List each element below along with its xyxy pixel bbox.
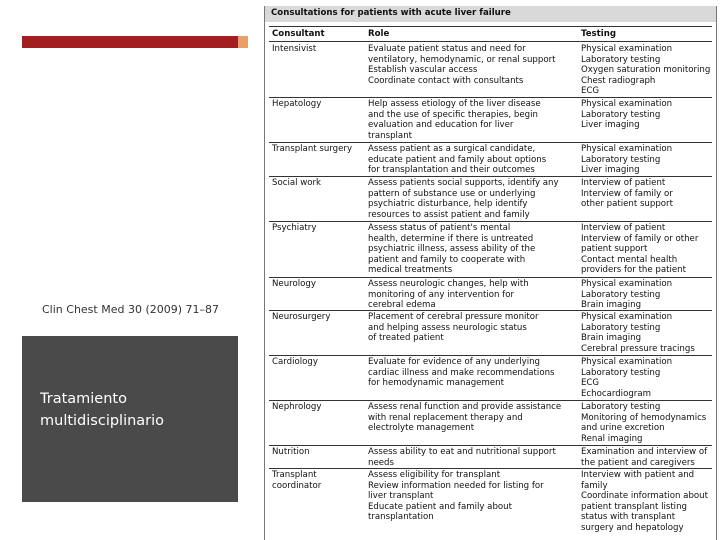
- table-row-divider: [269, 142, 712, 143]
- table-cell-consultant: Transplant surgery: [272, 144, 353, 154]
- table-cell-role: Assess patients social supports, identify any pattern of substance use or underlying psychiatric disturbance, help identify resources to assist patient and family: [368, 178, 559, 220]
- table-cell-testing: Interview of patient Interview of family or other patient support Contact mental health providers for the patient: [581, 223, 699, 275]
- table-cell-role: Assess renal function and provide assistance with renal replacement therapy and electrolyte management: [368, 402, 562, 433]
- table-cell-role: Assess eligibility for transplant Review information needed for listing for liver transplant Educate patient and family about transplantation: [368, 470, 544, 522]
- table-cell-testing: Laboratory testing Monitoring of hemodynamics and urine excretion Renal imaging: [581, 402, 707, 444]
- table-cell-consultant: Cardiology: [272, 357, 318, 367]
- table-cell-role: Help assess etiology of the liver disease and the use of specific therapies, begin evaluation and education for liver transplant: [368, 99, 541, 141]
- accent-bar: [22, 36, 238, 48]
- title-box: [22, 336, 238, 502]
- table-cell-consultant: Intensivist: [272, 44, 317, 54]
- table-cell-testing: Interview with patient and family Coordinate information about patient transplant listing status with transplant surgery and hepatology: [581, 470, 708, 533]
- table-caption: Consultations for patients with acute liver failure: [271, 8, 511, 18]
- table-cell-testing: Physical examination Laboratory testing Liver imaging: [581, 144, 673, 175]
- table-cell-consultant: Nutrition: [272, 447, 310, 457]
- table-cell-consultant: Psychiatry: [272, 223, 317, 233]
- table-cell-consultant: Social work: [272, 178, 322, 188]
- table-row-divider: [269, 400, 712, 401]
- table-cell-role: Assess ability to eat and nutritional support needs: [368, 447, 556, 468]
- citation: Clin Chest Med 30 (2009) 71–87: [42, 303, 220, 316]
- table-row-divider: [269, 445, 712, 446]
- column-header-consultant: Consultant: [272, 29, 325, 39]
- table-cell-testing: Physical examination Laboratory testing Brain imaging: [581, 279, 673, 310]
- table-cell-role: Placement of cerebral pressure monitor and helping assess neurologic status of treated patient: [368, 312, 539, 343]
- table-row-divider: [269, 468, 712, 469]
- table-cell-consultant: Hepatology: [272, 99, 322, 109]
- table-cell-role: Assess neurologic changes, help with monitoring of any intervention for cerebral edema: [368, 279, 529, 310]
- table-cell-testing: Interview of patient Interview of family or other patient support: [581, 178, 673, 209]
- table-row-divider: [269, 176, 712, 177]
- table-cell-consultant: Nephrology: [272, 402, 322, 412]
- table-cell-testing: Physical examination Laboratory testing Brain imaging Cerebral pressure tracings: [581, 312, 695, 354]
- consultation-table: [264, 6, 717, 540]
- table-cell-role: Assess status of patient's mental health, determine if there is untreated psychiatric illness, assess ability of the patient and family to cooperate with medical treatments: [368, 223, 536, 275]
- table-cell-consultant: Transplant coordinator: [272, 470, 322, 491]
- column-header-testing: Testing: [581, 29, 616, 39]
- table-cell-testing: Physical examination Laboratory testing Oxygen saturation monitoring Chest radiograph ECG: [581, 44, 711, 96]
- column-header-role: Role: [368, 29, 390, 39]
- table-cell-consultant: Neurology: [272, 279, 316, 289]
- table-cell-role: Evaluate patient status and need for ventilatory, hemodynamic, or renal support Establish vascular access Coordinate contact with consultants: [368, 44, 556, 86]
- slide-title: Tratamiento multidisciplinario: [40, 391, 165, 429]
- table-row-divider: [269, 355, 712, 356]
- table-rule-header: [269, 41, 712, 42]
- table-cell-testing: Physical examination Laboratory testing ECG Echocardiogram: [581, 357, 673, 399]
- table-row-divider: [269, 221, 712, 222]
- accent-bar-tip: [238, 36, 248, 48]
- table-cell-role: Assess patient as a surgical candidate, educate patient and family about options for transplantation and their outcomes: [368, 144, 547, 175]
- table-cell-testing: Examination and interview of the patient and caregivers: [581, 447, 708, 468]
- table-row-divider: [269, 97, 712, 98]
- table-cell-testing: Physical examination Laboratory testing Liver imaging: [581, 99, 673, 130]
- table-rule-top: [269, 26, 712, 27]
- table-row-divider: [269, 310, 712, 311]
- table-cell-role: Evaluate for evidence of any underlying cardiac illness and make recommendations for hemodynamic management: [368, 357, 555, 388]
- table-row-divider: [269, 277, 712, 278]
- table-cell-consultant: Neurosurgery: [272, 312, 331, 322]
